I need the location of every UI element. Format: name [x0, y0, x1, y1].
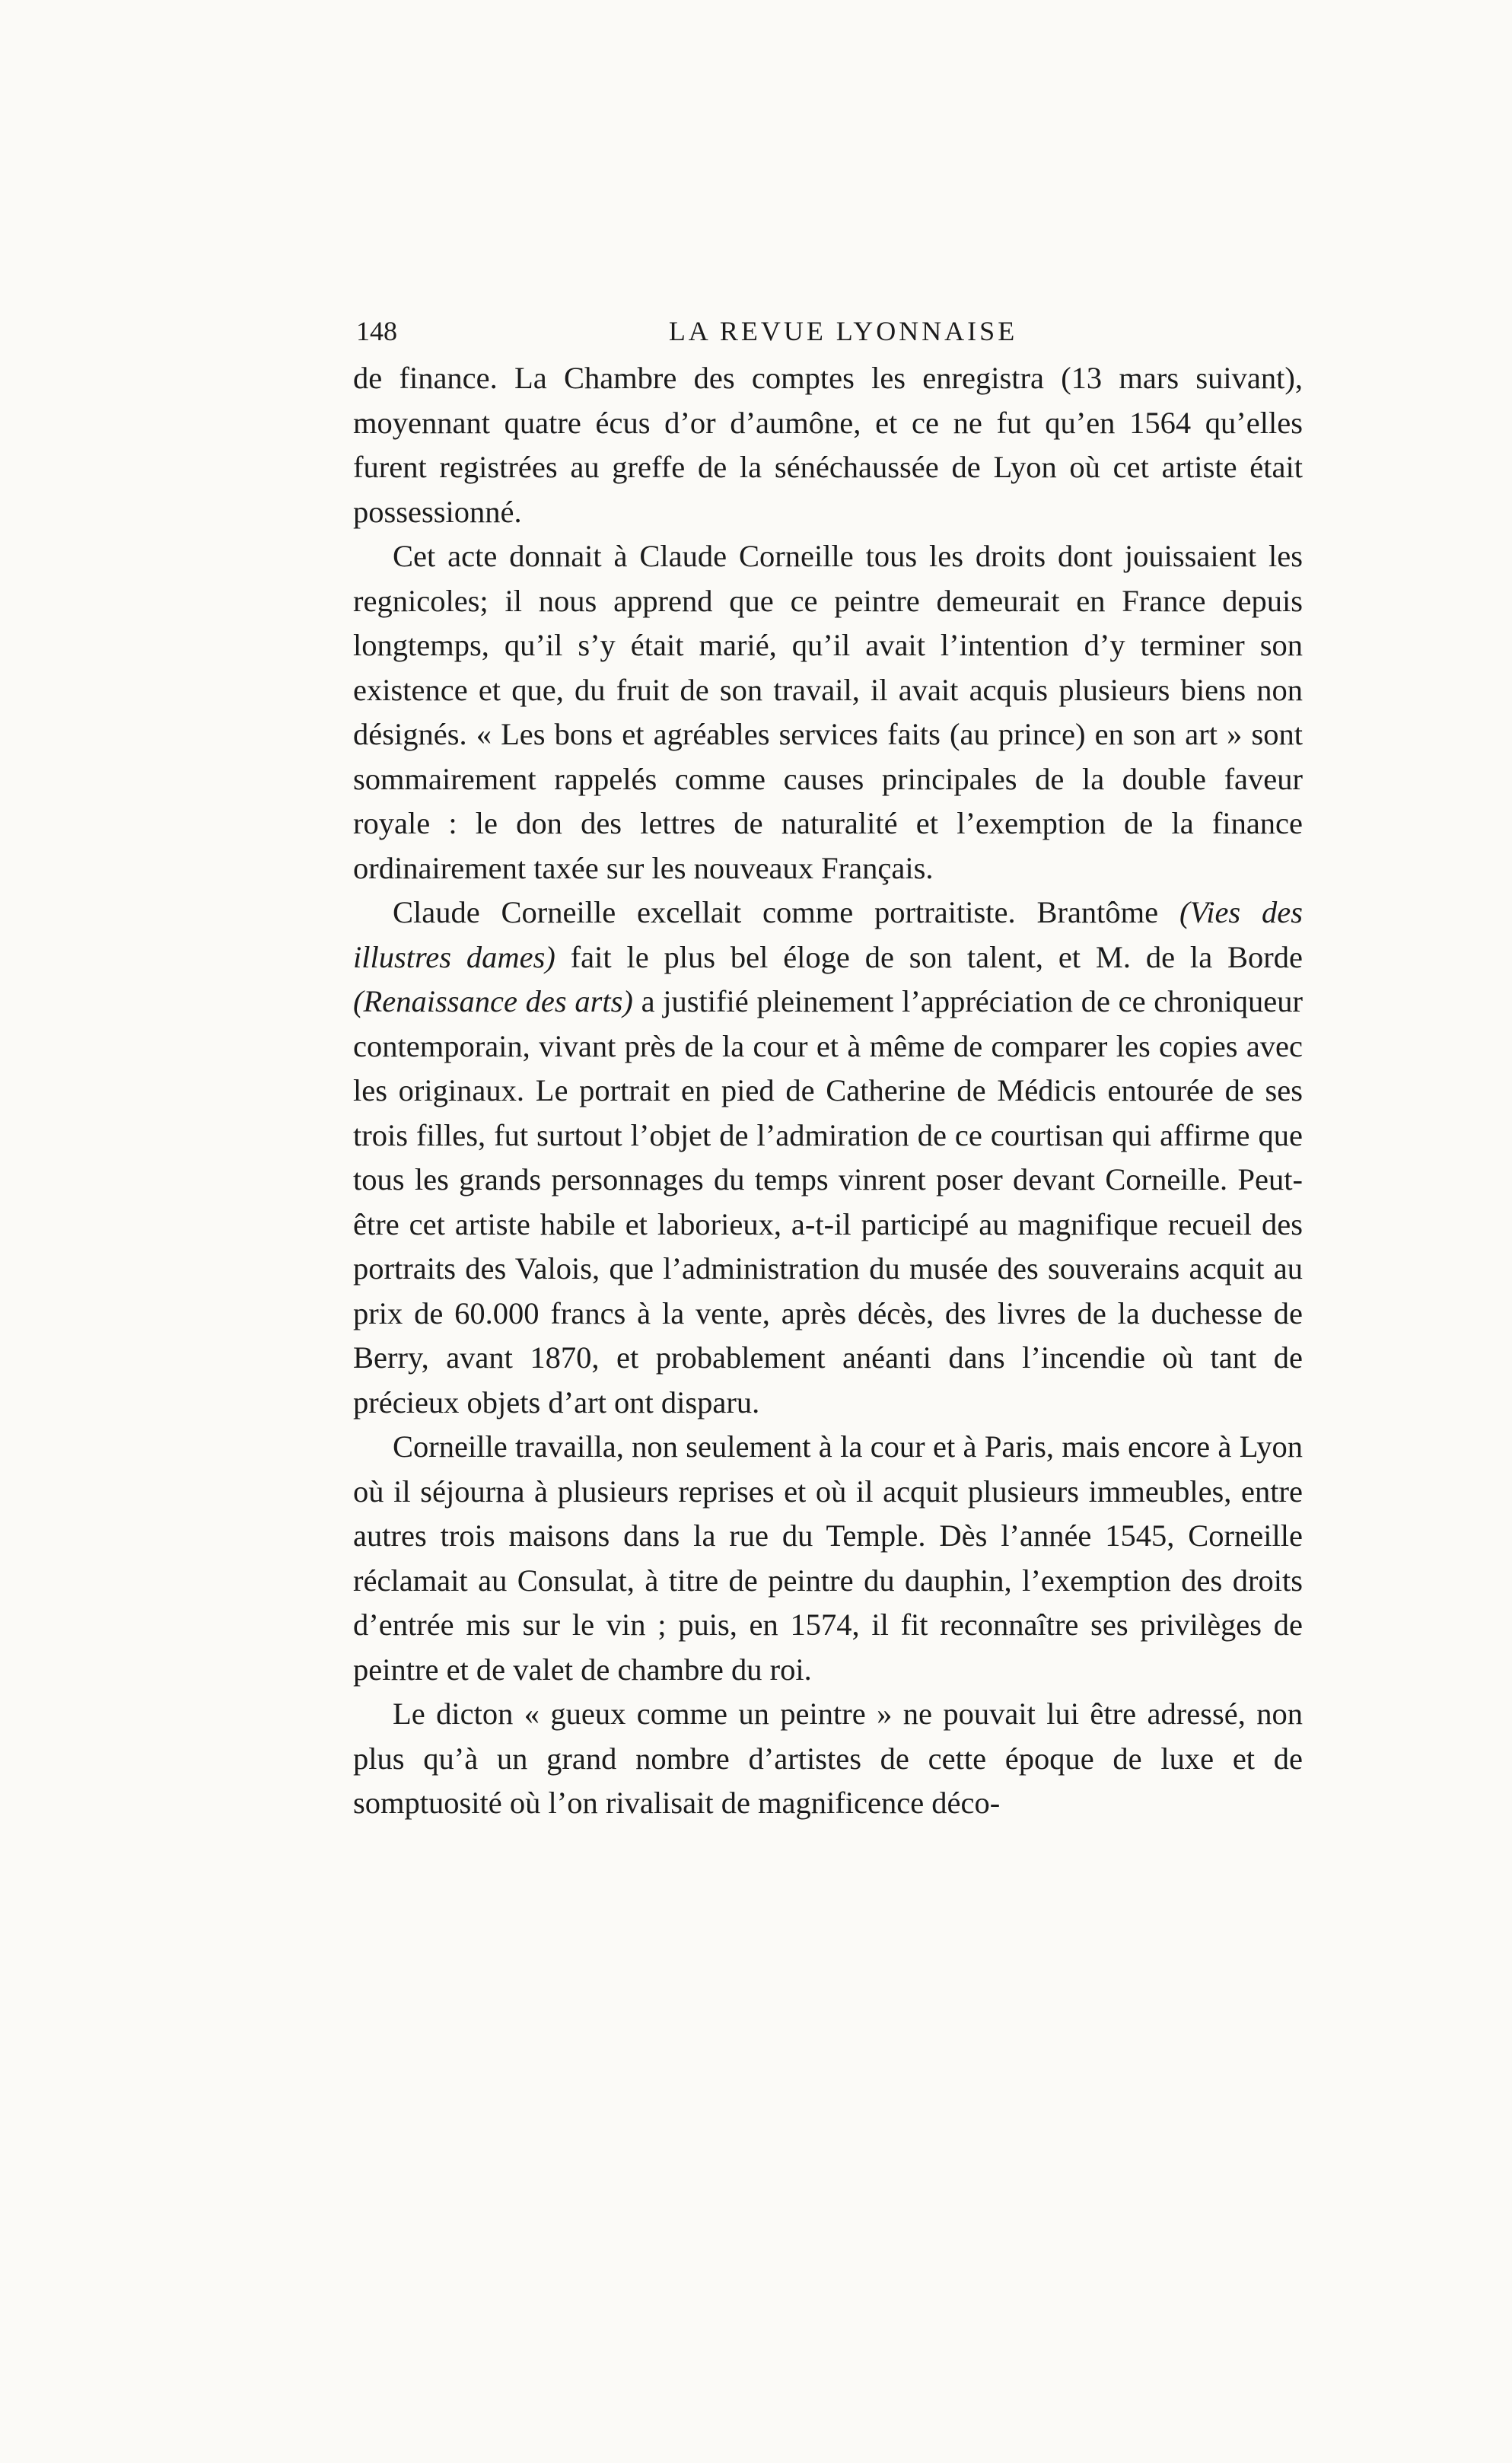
paragraph-3: [353, 891, 1303, 1425]
paragraph-1: de finance. La Chambre des comptes les enregistra (13 mars suivant), moyennant quatre écus d’or d’aumône, et ce ne fut qu’en 1564 qu’elles furent registrées au greffe de la sénéchaussée de Lyon où cet artiste était possessionné.: [353, 361, 1303, 529]
paragraph-4: Corneille travailla, non seulement à la cour et à Paris, mais encore à Lyon où il séjourna à plusieurs reprises et où il acquit plusieurs immeubles, entre autres trois maisons dans la rue du Temple. Dès l’année 1545, Corneille réclamait au Consulat, à titre de peintre du dauphin, l’exemption des droits d’entrée mis sur le vin ; puis, en 1574, il fit reconnaître ses privilèges de peintre et de valet de chambre du roi.: [353, 1429, 1303, 1687]
citation-renaissance-des-arts: (Renaissance des arts): [353, 984, 633, 1018]
paragraph-3-part-3: a justifié pleinement l’appréciation de ce chroniqueur contemporain, vivant près de la cour et à même de comparer les copies avec les originaux. Le portrait en pied de Catherine de Médicis entourée de ses trois filles, fut surtout l’objet de l’admiration de ce courtisan qui affirme que tous les grands personnages du temps vinrent poser devant Corneille. Peut-être cet artiste habile et laborieux, a-t-il participé au magnifique recueil des portraits des Valois, que l’administration du musée des souverains acquit au prix de 60.000 francs à la vente, après décès, des livres de la duchesse de Berry, avant 1870, et probablement anéanti dans l’incendie où tant de précieux objets d’art ont disparu.: [353, 984, 1303, 1419]
citation-vies-des-illustres-dames: (Vies des illustres dames): [353, 895, 1303, 974]
paragraph-5: Le dicton « gueux comme un peintre » ne pouvait lui être adressé, non plus qu’à un grand nombre d’artistes de cette époque de luxe et de somptuosité où l’on rivalisait de magnificence déco-: [353, 1697, 1303, 1820]
page-number: 148: [356, 316, 397, 346]
paragraph-3-part-2: fait le plus bel éloge de son talent, et M. de la Borde: [555, 939, 1303, 974]
running-title: LA REVUE LYONNAISE: [668, 316, 1018, 346]
paragraph-2: Cet acte donnait à Claude Corneille tous les droits dont jouissaient les regnicoles; il nous apprend que ce peintre demeurait en France depuis longtemps, qu’il s’y était marié, qu’il avait l’intention d’y terminer son existence et que, du fruit de son travail, il avait acquis plusieurs biens non désignés. « Les bons et agréables services faits (au prince) en son art » sont sommairement rappelés comme causes principales de la double faveur royale : le don des lettres de naturalité et l’exemption de la finance ordinairement taxée sur les nouveaux Français.: [353, 539, 1303, 885]
paragraph-3-part-1: Claude Corneille excellait comme portraitiste. Brantôme: [393, 895, 1179, 929]
page-body: [353, 311, 1303, 1826]
page-header: [353, 311, 1303, 356]
